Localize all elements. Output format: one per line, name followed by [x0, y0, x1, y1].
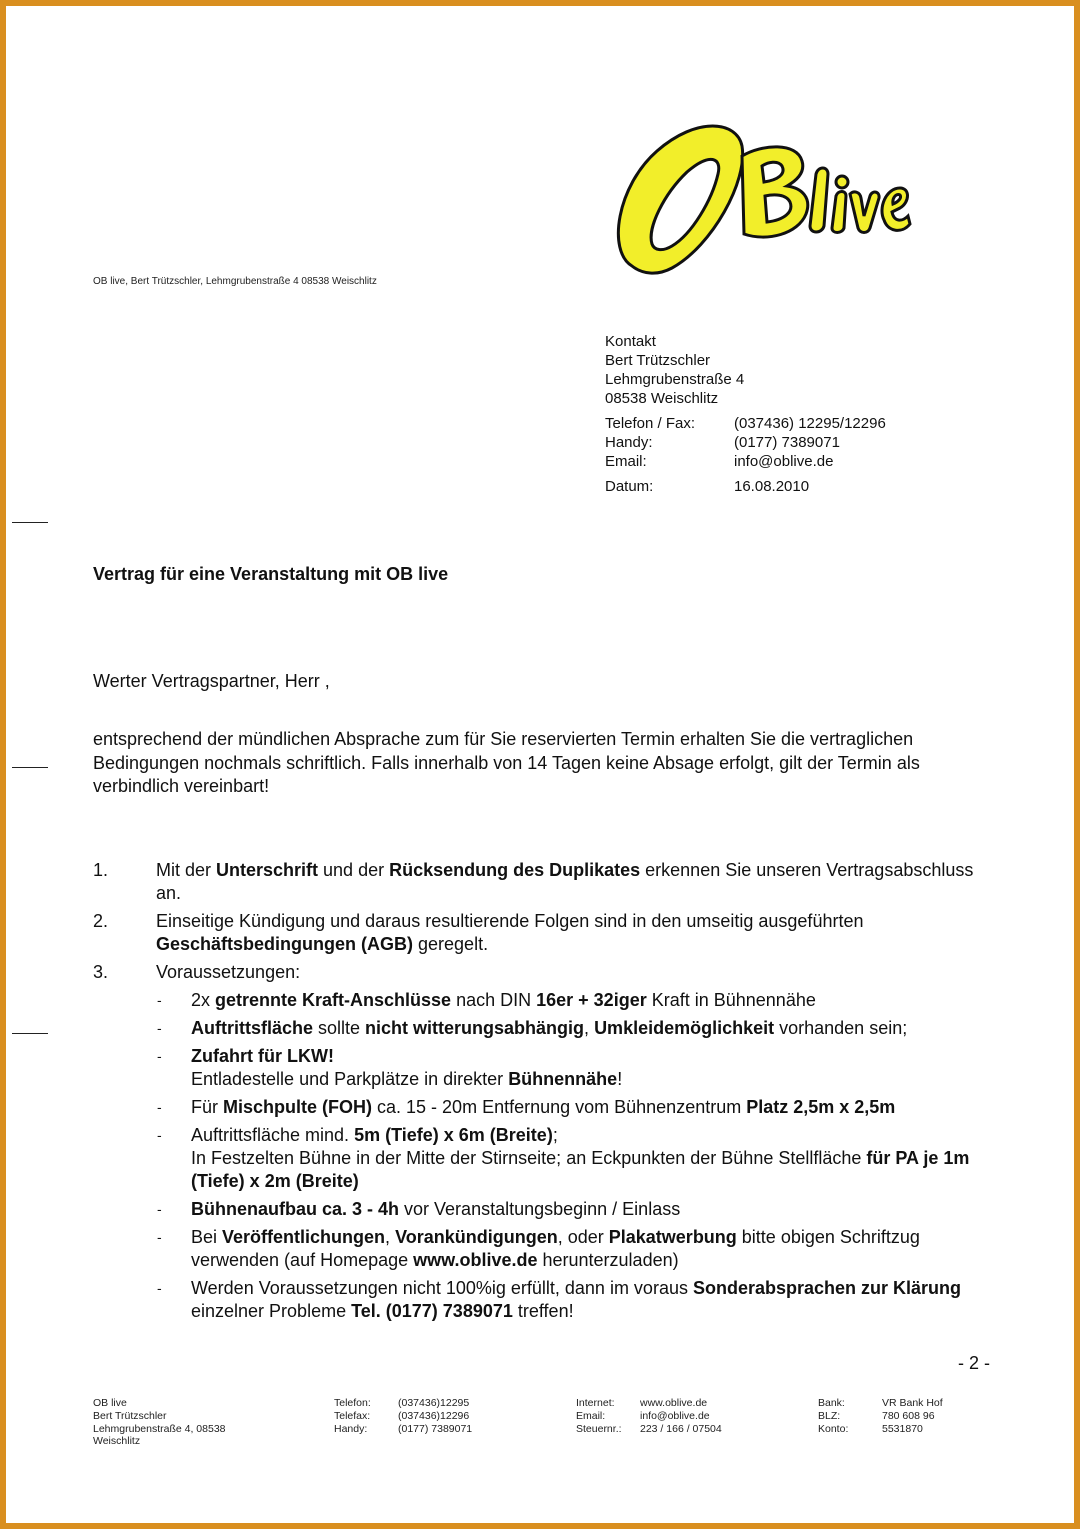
footer-value: VR Bank Hof [882, 1397, 943, 1409]
bullet-dash: - [157, 1020, 162, 1036]
contact-name: Bert Trützschler [605, 352, 711, 369]
list-item [93, 961, 993, 1323]
footer-value: (037436)12295 [398, 1397, 470, 1409]
footer-street: Lehmgrubenstraße 4, 08538 [93, 1422, 226, 1435]
footer-label: Handy: [334, 1422, 368, 1435]
contact-email-row [605, 452, 886, 471]
contact-label: Email: [605, 453, 647, 470]
footer-value: info@oblive.de [640, 1409, 710, 1422]
sub-list-item: - Auftrittsfläche sollte nicht witterungsabhängig, Umkleidemöglichkeit vorhanden sein; [157, 1018, 908, 1038]
list-item [93, 910, 993, 956]
fold-mark [12, 522, 48, 523]
bullet-dash: - [157, 1048, 162, 1064]
page-number: - 2 - [958, 1353, 991, 1373]
footer-address [93, 1397, 253, 1448]
footer-bank [818, 1397, 943, 1435]
footer-label: Internet: [576, 1397, 615, 1409]
footer-value: www.oblive.de [640, 1397, 708, 1409]
footer-label: BLZ: [818, 1409, 841, 1422]
footer-phone [334, 1397, 472, 1435]
sub-list-item: - Bühnenaufbau ca. 3 - 4h vor Veranstaltungsbeginn / Einlass [157, 1199, 681, 1219]
footer-label: Telefon: [334, 1397, 371, 1409]
bullet-dash: - [157, 1229, 162, 1245]
bullet-dash: - [157, 1280, 162, 1296]
footer-value: (037436)12296 [398, 1409, 470, 1422]
list-item [93, 859, 993, 905]
item-number: 2. [93, 911, 109, 931]
fold-mark [12, 1033, 48, 1034]
letter-salutation: Werter Vertragspartner, Herr , [93, 671, 330, 691]
sub-list-item: - Zufahrt für LKW! Entladestelle und Parkplätze in direkter Bühnennähe! [157, 1046, 623, 1089]
bullet-dash: - [157, 992, 162, 1008]
footer-label: Bank: [818, 1397, 845, 1409]
footer-web [576, 1397, 722, 1435]
footer-value: 5531870 [882, 1422, 923, 1435]
contact-label: Telefon / Fax: [605, 415, 696, 432]
footer-city: Weischlitz [93, 1435, 141, 1448]
item-text: Mit der Unterschrift und der Rücksendung des Duplikates erkennen Sie unseren Vertragsabschluss an. [156, 860, 974, 903]
conditions-list [93, 859, 993, 1328]
item-number: 1. [93, 860, 109, 880]
sub-list-item: - Auftrittsfläche mind. 5m (Tiefe) x 6m (Breite); In Festzelten Bühne in der Mitte der Stirnseite; an Eckpunkten der Bühne Stellfläche für PA je 1m (Tiefe) x 2m (Breite) [157, 1125, 970, 1191]
sub-list-item: - Bei Veröffentlichungen, Vorankündigungen, oder Plakatwerbung bitte obigen Schriftzug verwenden (auf Homepage www.oblive.de herunterzuladen) [157, 1227, 920, 1270]
footer-name: Bert Trützschler [93, 1409, 167, 1422]
sender-address-line: OB live, Bert Trützschler, Lehmgrubenstraße 4 08538 Weischlitz [93, 276, 377, 287]
bullet-dash: - [157, 1099, 162, 1115]
bullet-dash: - [157, 1127, 162, 1143]
item-number: 3. [93, 962, 109, 982]
contact-phone-row [605, 414, 886, 433]
contact-heading: Kontakt [605, 333, 656, 350]
letter-intro: entsprechend der mündlichen Absprache zum für Sie reservierten Termin erhalten Sie die vertraglichen Bedingungen nochmals schriftlich. Falls innerhalb von 14 Tagen keine Absage erfolgt, gilt der Termin als verbindlich vereinbart! [93, 729, 920, 796]
footer-value: 223 / 166 / 07504 [640, 1422, 722, 1435]
footer-value: 780 608 96 [882, 1409, 935, 1422]
contact-mobile-row [605, 433, 886, 452]
contact-street: Lehmgrubenstraße 4 [605, 371, 745, 388]
fold-mark [12, 767, 48, 768]
item-text [156, 961, 993, 1323]
date-value: 16.08.2010 [734, 478, 810, 495]
contact-value: info@oblive.de [734, 453, 834, 470]
contact-block [605, 332, 886, 496]
sub-list-item: - Für Mischpulte (FOH) ca. 15 - 20m Entfernung vom Bühnenzentrum Platz 2,5m x 2,5m [157, 1097, 896, 1117]
letter-subject: Vertrag für eine Veranstaltung mit OB live [93, 564, 449, 584]
footer-label: Steuernr.: [576, 1422, 622, 1435]
date-row [605, 477, 886, 496]
sub-list-item: - 2x getrennte Kraft-Anschlüsse nach DIN 16er + 32iger Kraft in Bühnennähe [157, 990, 816, 1010]
footer-label: Konto: [818, 1422, 849, 1435]
oblive-logo [602, 116, 912, 281]
item-text: Einseitige Kündigung und daraus resultierende Folgen sind in den umseitig ausgeführten Geschäftsbedingungen (AGB) geregelt. [156, 911, 864, 954]
requirements-label: Voraussetzungen: [156, 962, 301, 982]
footer-label: Telefax: [334, 1409, 371, 1422]
contact-label: Handy: [605, 434, 653, 451]
contact-city: 08538 Weischlitz [605, 390, 719, 407]
sub-list-item: - Werden Voraussetzungen nicht 100%ig erfüllt, dann im voraus Sonderabsprachen zur Klärung einzelner Probleme Tel. (0177) 7389071 treffen! [157, 1278, 962, 1321]
footer-company: OB live [93, 1397, 127, 1409]
contact-value: (0177) 7389071 [734, 434, 840, 451]
footer-value: (0177) 7389071 [398, 1422, 473, 1435]
footer-label: Email: [576, 1409, 606, 1422]
contact-value: (037436) 12295/12296 [734, 415, 886, 432]
date-label: Datum: [605, 478, 654, 495]
bullet-dash: - [157, 1201, 162, 1217]
